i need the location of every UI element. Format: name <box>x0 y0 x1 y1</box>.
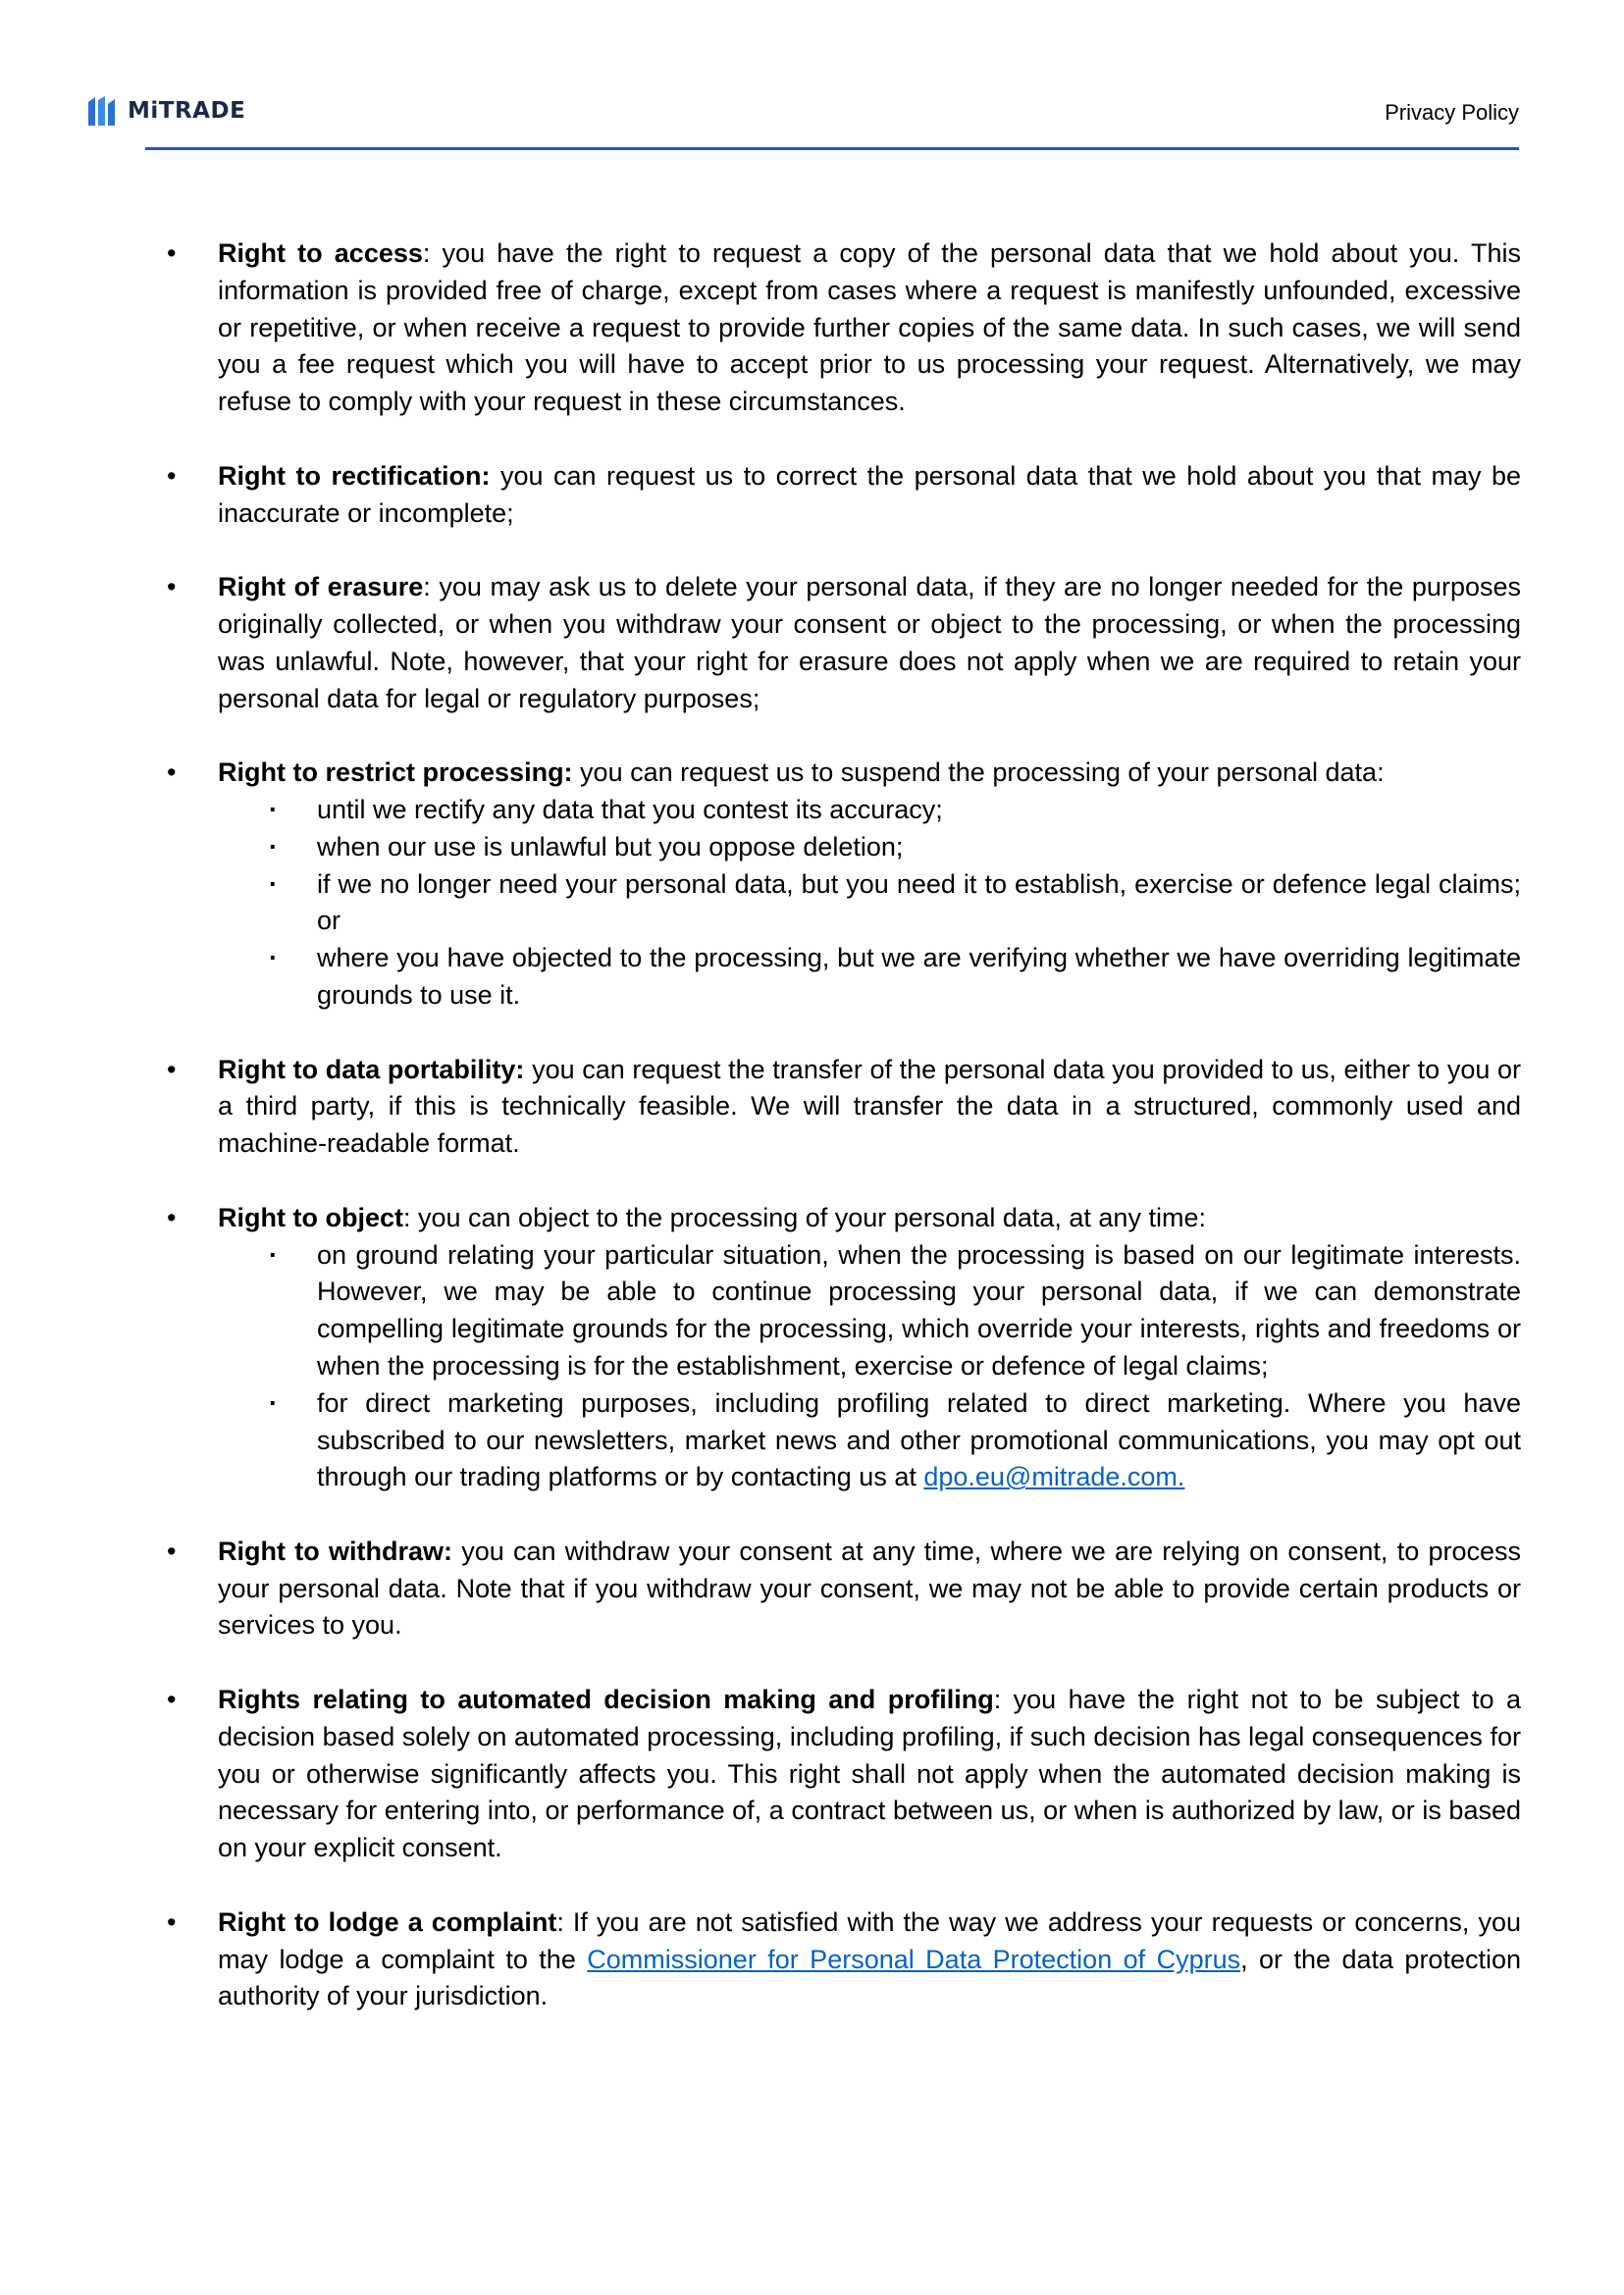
item-text: you can request us to correct the personal data that we hold about you that may be inaccurate or incomplete; <box>218 460 1521 528</box>
item-heading: Right to restrict processing: <box>218 757 573 788</box>
sub-list <box>218 1237 1521 1497</box>
brand-logo[interactable] <box>86 94 245 128</box>
item-heading: Right to rectification: <box>218 460 491 491</box>
page-header <box>86 94 1519 153</box>
commissioner-link[interactable]: Commissioner for Personal Data Protection of Cyprus <box>587 1944 1241 1974</box>
item-heading: Right to data portability: <box>218 1054 525 1084</box>
sub-list-item: · on ground relating your particular situation, when the processing is based on our legitimate interests. However, we may be able to continue processing your personal data, if we can demonstrate compelling legitimate grounds for the processing, which override your interests, rights and freedoms or when the processing is for the establishment, exercise or defence of legal claims; <box>218 1237 1521 1385</box>
sub-list-item: · when our use is unlawful but you oppose deletion; <box>218 829 1521 866</box>
list-item-right-to-restrict-processing <box>167 755 1521 1015</box>
sub-list <box>218 792 1521 1015</box>
item-text: : you have the right to request a copy of the personal data that we hold about you. This information is provided free of charge, except from cases where a request is manifestly unfounded, excessive or repetitive, or when receive a request to provide further copies of the same data. In such cases, we will send you a fee request which you will have to accept prior to us processing your request. Alternatively, we may refuse to comply with your request in these circumstances. <box>218 238 1521 417</box>
sub-list-item: · if we no longer need your personal data, but you need it to establish, exercise or defence legal claims; or <box>218 866 1521 941</box>
item-heading: Right to withdraw: <box>218 1536 452 1566</box>
item-text: : If you are not satisfied with the way we address your requests or concerns, you may lodge a complaint to the <box>218 1906 1521 1974</box>
item-text: : you have the right not to be subject to a decision based solely on automated processing, including profiling, if such decision has legal consequences for you or otherwise significantly affects you. This right shall not apply when the automated decision making is necessary for entering into, or performance of, a contract between us, or when is authorized by law, or is based on your explicit consent. <box>218 1685 1521 1863</box>
list-item-right-to-data-portability <box>167 1052 1521 1163</box>
item-text: you can request us to suspend the processing of your personal data: <box>572 757 1385 788</box>
list-item-automated-decision-making <box>167 1682 1521 1867</box>
item-text: you can request the transfer of the personal data you provided to us, either to you or a third party, if this is technically feasible. We will transfer the data in a structured, commonly used and machine-readable format. <box>218 1054 1521 1159</box>
list-item-right-of-erasure <box>167 569 1521 717</box>
item-text: you can withdraw your consent at any time, where we are relying on consent, to process your personal data. Note that if you withdraw your consent, we may not be able to provide certain products or services to you. <box>218 1536 1521 1641</box>
sub-list-item <box>218 1385 1521 1496</box>
item-heading: Right to object <box>218 1202 403 1232</box>
dpo-email-link[interactable]: dpo.eu@mitrade.com. <box>923 1462 1185 1492</box>
item-text: : you may ask us to delete your personal data, if they are no longer needed for the purposes originally collected, or when you withdraw your consent or object to the processing, or when the processing was unlawful. Note, however, that your right for erasure does not apply when we are required to retain your personal data for legal or regulatory purposes; <box>218 572 1521 713</box>
brand-name: MiTRADE <box>128 98 246 124</box>
sub-list-item: · until we rectify any data that you contest its accuracy; <box>218 792 1521 829</box>
item-heading: Right to lodge a complaint <box>218 1906 557 1937</box>
mitrade-logo-icon <box>86 94 118 128</box>
item-heading: Rights relating to automated decision making and profiling <box>218 1685 994 1715</box>
sub-list-item-text: for direct marketing purposes, including profiling related to direct marketing. Where you have subscribed to our newsletters, market news and other promotional communications, you may opt out through our trading platforms or by contacting us at <box>317 1387 1521 1492</box>
sub-list-item: · where you have objected to the processing, but we are verifying whether we have overriding legitimate grounds to use it. <box>218 940 1521 1015</box>
list-item-right-to-access <box>167 235 1521 421</box>
item-text: : you can object to the processing of your personal data, at any time: <box>402 1202 1206 1232</box>
item-heading: Right to access <box>218 238 423 268</box>
list-item-right-to-withdraw <box>167 1534 1521 1644</box>
rights-list <box>167 235 1521 2053</box>
list-item-right-to-lodge-complaint <box>167 1904 1521 2015</box>
header-divider <box>145 147 1519 150</box>
item-heading: Right of erasure <box>218 572 424 602</box>
list-item-right-to-rectification <box>167 458 1521 533</box>
document-title: Privacy Policy <box>1385 100 1519 125</box>
item-text-after: , or the data protection authority of your jurisdiction. <box>218 1944 1521 2011</box>
list-item-right-to-object <box>167 1200 1521 1496</box>
